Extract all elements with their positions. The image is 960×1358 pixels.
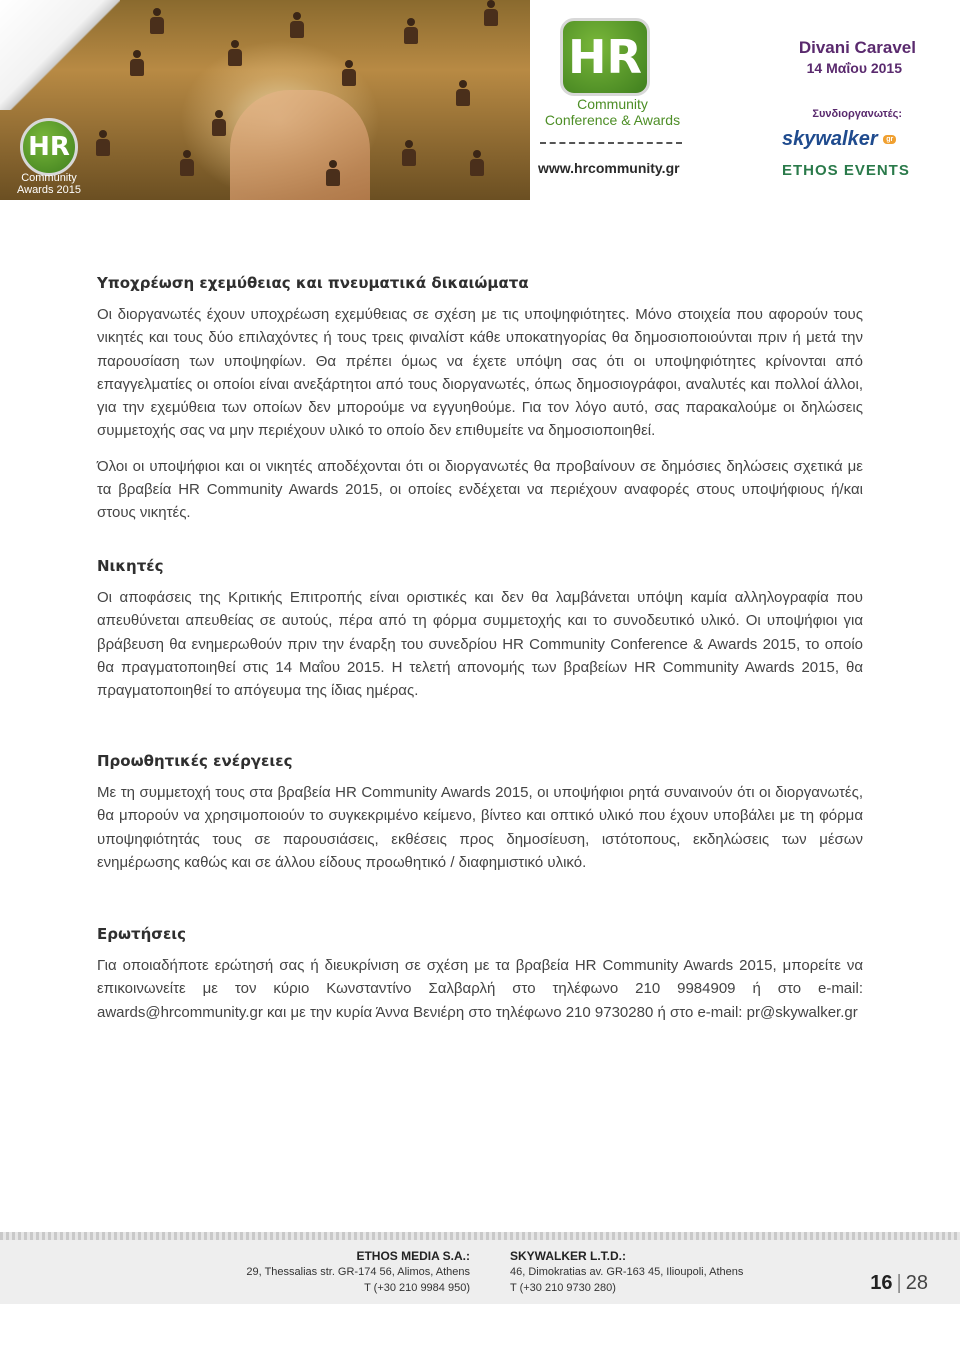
current-page: 16 bbox=[870, 1272, 893, 1294]
event-date: 14 Μαΐου 2015 bbox=[806, 60, 902, 76]
ethos-events-logo: ETHOS EVENTS bbox=[782, 162, 910, 179]
dashed-divider bbox=[540, 142, 682, 144]
section-title: Υποχρέωση εχεμύθειας και πνευματικά δικαιώματα bbox=[97, 274, 529, 292]
conference-logo-panel bbox=[530, 0, 690, 200]
hr-badge-small: HR bbox=[20, 118, 78, 176]
paragraph: Για οποιαδήποτε ερώτησή σας ή διευκρίνιση σε σχέση με τα βραβεία HR Community Awards 2015, μπορείτε να επικοινωνείτε με τον κύριο Κωνσταντίνο Σαλβαρλή στο τηλέφωνο 210 9984909 ή στο e-mail: awards@hrcommunity.gr και με την κυρία Άννα Βενιέρη στο τηλέφωνο 210 9730280 ή στο e-mail: pr@skywalker.gr bbox=[97, 957, 863, 1021]
footer-skywalker-contact: SKYWALKER L.T.D.: 46, Dimokratias av. GR-163 45, Ilioupoli, Athens T (+30 210 9730 280) bbox=[510, 1249, 744, 1294]
skywalker-logo: skywalker gr bbox=[782, 128, 896, 151]
person-icon bbox=[96, 130, 110, 156]
paragraph: Όλοι οι υποψήφιοι και οι νικητές αποδέχονται ότι οι διοργανωτές θα προβαίνουν σε δημόσιες δηλώσεις σχετικά με τα βραβεία HR Community Awards 2015, οι οποίες ενδέχεται να περιέχουν αναφορές στους υποψήφιους ή/και στους νικητές. bbox=[97, 457, 863, 522]
person-icon bbox=[326, 160, 340, 186]
logo-small-text: Community Awards 2015 bbox=[16, 172, 81, 196]
page-footer bbox=[0, 1240, 960, 1304]
person-icon bbox=[212, 110, 226, 136]
section-promotion bbox=[97, 752, 863, 874]
person-icon bbox=[150, 8, 164, 34]
section-title: Ερωτήσεις bbox=[97, 925, 187, 943]
coorganizers-label: Συνδιοργανωτές: bbox=[812, 108, 902, 120]
event-info-panel bbox=[690, 0, 960, 200]
paragraph: Οι αποφάσεις της Κριτικής Επιτροπής είναι οριστικές και δεν θα λαμβάνεται υπόψη καμία αλληλογραφία που απευθύνεται απευθείας σε αυτούς, πέρα από τη φόρμα συμμετοχής και το συνοδευτικό υλικό. Οι υποψήφιοι για βράβευση θα ενημερωθούν πριν την έναρξη του συνεδρίου HR Community Conference & Awards 2015, το οποίο θα πραγματοποιηθεί στις 14 Μαΐου 2015. Η τελετή απονομής των βραβείων HR Community Awards 2015, θα πραγματοποιηθεί το απόγευμα της ίδιας ημέρας. bbox=[97, 589, 863, 700]
footer-divider bbox=[0, 1232, 960, 1240]
person-icon bbox=[484, 0, 498, 26]
footer-ethos-contact: ETHOS MEDIA S.A.: 29, Thessalias str. GR-174 56, Alimos, Athens T (+30 210 9984 950) bbox=[246, 1249, 470, 1294]
banner-hand-image bbox=[230, 90, 370, 200]
conference-title: Community Conference & Awards bbox=[544, 96, 681, 128]
venue-name: Divani Caravel bbox=[798, 38, 916, 57]
header-banner-image bbox=[0, 0, 530, 200]
person-icon bbox=[404, 18, 418, 44]
paragraph: Με τη συμμετοχή τους στα βραβεία HR Community Awards 2015, οι υποψήφιοι ρητά συναινούν ότι οι διοργανωτές, θα μπορούν να χρησιμοποιούν το συγκεκριμένο κείμενο, βίντεο και οπτικό υλικό που έχουν υποβάλει με τη φόρμα υποψηφιότητάς τους σε παρουσιάσεις, εκθέσεις προς δημοσίευση, ιστότοπους, εκδηλώσεις των μέσων ενημέρωσης καθώς και σε άλλου είδους προωθητικό / διαφημιστικό υλικό. bbox=[97, 784, 863, 871]
total-pages: 28 bbox=[905, 1272, 928, 1294]
page-number: 16 | 28 bbox=[870, 1272, 928, 1294]
person-icon bbox=[402, 140, 416, 166]
hr-badge-large: HR bbox=[560, 18, 650, 96]
person-icon bbox=[470, 150, 484, 176]
section-title: Προωθητικές ενέργειες bbox=[97, 752, 293, 770]
section-title: Νικητές bbox=[97, 557, 164, 575]
page-header bbox=[0, 0, 960, 200]
section-confidentiality bbox=[97, 274, 863, 525]
website-link[interactable]: www.hrcommunity.gr bbox=[538, 160, 680, 176]
person-icon bbox=[342, 60, 356, 86]
section-questions bbox=[97, 925, 863, 1024]
person-icon bbox=[456, 80, 470, 106]
person-icon bbox=[290, 12, 304, 38]
section-winners bbox=[97, 557, 863, 702]
person-icon bbox=[180, 150, 194, 176]
paragraph: Οι διοργανωτές έχουν υποχρέωση εχεμύθειας σε σχέση με τις υποψηφιότητες. Μόνο στοιχεία που αφορούν τους νικητές και τους δύο επιλαχόντες ή τους τρεις φιναλίστ κάθε υποκατηγορίας θα δημοσιοποιούνται πριν ή μετά την παρουσίαση των υποψηφίων. Θα πρέπει όμως να έχετε υπόψη σας ότι οι υποψηφιότητες κρίνονται από επαγγελματίες οι οποίοι είναι ανεξάρτητοι από τους διοργανωτές, όπως δημοσιογράφοι, αναλυτές και πολλοί άλλοι, για την εχεμύθεια των οποίων δεν μπορούμε να εγγυηθούμε. Για τον λόγο αυτό, σας παρακαλούμε οι δηλώσεις συμμετοχής σας να μην περιέχουν υλικό το οποίο δεν επιθυμείτε να δημοσιοποιηθεί. bbox=[97, 306, 863, 440]
person-icon bbox=[130, 50, 144, 76]
person-icon bbox=[228, 40, 242, 66]
page-curl bbox=[0, 0, 120, 110]
hr-awards-logo bbox=[14, 118, 84, 196]
